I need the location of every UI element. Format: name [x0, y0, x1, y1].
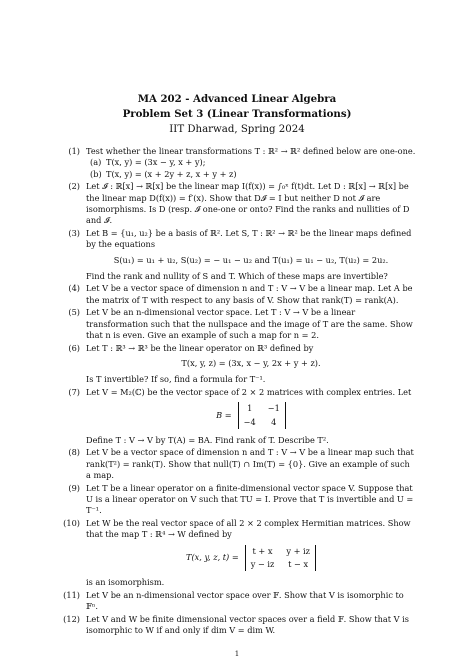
- display-equation: S(u₁) = u₁ + u₂, S(u₂) = − u₁ − u₂ and T(u₁) = u₁ − u₂, T(u₂) = 2u₂.: [113, 254, 389, 265]
- matrix: [238, 402, 286, 429]
- problem-followup-text: Define T : V → V by T(A) = BA. Find rank of T. Describe T².: [86, 434, 329, 445]
- problem-text: Let W be the real vector space of all 2 × 2 complex Hermitian matrices. Show that the map T : ℝ⁴ → W defined by: [86, 517, 411, 540]
- problem-number: ( 3 ): [58, 228, 80, 239]
- subproblem-item: [86, 157, 416, 168]
- matrix-equation: [86, 402, 416, 429]
- matrix-entry: 1: [247, 403, 253, 414]
- matrix-entry: 4: [271, 416, 277, 427]
- problem-item: [58, 146, 416, 180]
- matrix-entry: t + x: [252, 545, 273, 556]
- problem-followup-text: Find the rank and nullity of S and T. Which of these maps are invertible?: [86, 271, 388, 282]
- matrix-entry: −1: [267, 403, 280, 414]
- matrix-entry: −4: [243, 416, 256, 427]
- problem-item: [58, 307, 416, 341]
- problem-set-title: Problem Set 3 (Linear Transformations): [122, 108, 352, 120]
- institution-line: IIT Dharwad, Spring 2024: [169, 124, 305, 135]
- problem-text: Test whether the linear transformations T : ℝ² → ℝ² defined below are one-one.: [86, 146, 416, 156]
- problem-number: ( 2 ): [58, 181, 80, 192]
- problem-number: ( 4 ): [58, 283, 80, 294]
- problem-followup-text: Is T invertible? If so, find a formula for T⁻¹.: [86, 374, 266, 385]
- problem-text: Let V be an n-dimensional vector space over 𝔽. Show that V is isomorphic to 𝔽ⁿ.: [86, 589, 404, 612]
- subproblem-label: ( a ): [90, 157, 101, 168]
- problem-item: [58, 483, 416, 517]
- problem-item: [58, 518, 416, 589]
- problem-item: [58, 447, 416, 481]
- matrix-label: B =: [216, 409, 232, 420]
- problem-item: [58, 614, 416, 637]
- problem-followup-text: is an isomorphism.: [86, 577, 165, 588]
- problem-number: ( 7 ): [58, 387, 80, 398]
- problem-text: Let T : ℝ³ → ℝ³ be the linear operator on ℝ³ defined by: [86, 342, 314, 353]
- subproblem-text: T(x, y) = (x + 2y + z, x + y + z): [106, 168, 237, 179]
- matrix-label: T(x, y, z, t) =: [186, 552, 239, 563]
- display-equation: T(x, y, z) = (3x, x − y, 2x + y + z).: [181, 357, 321, 368]
- problem-item: [58, 181, 416, 227]
- matrix-equation: [86, 545, 416, 572]
- document-header: [58, 92, 416, 137]
- subproblem-item: [86, 169, 416, 180]
- problem-item: [58, 590, 416, 613]
- problem-text: Let V and W be finite dimensional vector spaces over a field 𝔽. Show that V is isomorphic to W if and only if dim V = dim W.: [86, 613, 409, 636]
- problem-number: ( 8 ): [58, 447, 80, 458]
- problem-text: Let V be an n-dimensional vector space. Let T : V → V be a linear transformation such that the nullspace and the image of T are the same. Show that n is even. Give an example of such a map for n = 2.: [86, 307, 413, 341]
- course-title: MA 202 - Advanced Linear Algebra: [137, 93, 337, 105]
- problem-item: [58, 343, 416, 386]
- problem-text: Let V be a vector space of dimension n and T : V → V be a linear map. Let A be the matrix of T with respect to any basis of V. Show that rank(T) = rank(A).: [86, 283, 413, 305]
- problem-item: [58, 283, 416, 306]
- problem-number: ( 12 ): [58, 614, 80, 625]
- matrix-entry: t − x: [288, 559, 309, 569]
- problem-text: Let 𝓘 : ℝ[x] → ℝ[x] be the linear map I(f(x)) = ∫₀ˣ f(t)dt. Let D : ℝ[x] → ℝ[x] be the linear map D(f(x)) = f′(x). Show that D𝓘 = I but neither D not 𝓘 are isomorphisms. Is D (resp. 𝓘 one-one or onto? Find the ranks and nullities of D and 𝓘.: [86, 181, 410, 226]
- problem-text: Let B = {u₁, u₂} be a basis of ℝ². Let S, T : ℝ² → ℝ² be the linear maps defined by the equations: [86, 227, 412, 250]
- matrix-entry: y − iz: [250, 559, 275, 569]
- matrix: [245, 545, 316, 572]
- matrix-entry: y + iz: [286, 545, 310, 556]
- problem-number: ( 10 ): [58, 518, 80, 529]
- problem-item: [58, 228, 416, 283]
- subproblem-text: T(x, y) = (3x − y, x + y);: [106, 157, 206, 168]
- problem-item: [58, 387, 416, 447]
- problem-text: Let V = M₂(ℂ) be the vector space of 2 × 2 matrices with complex entries. Let: [86, 386, 412, 397]
- problem-number: ( 1 ): [58, 146, 80, 157]
- problem-number: ( 6 ): [58, 343, 80, 354]
- problem-text: Let V be a vector space of dimension n and T : V → V be a linear map such that rank(T²) = rank(T). Show that null(T) ∩ Im(T) = {0}. Give an example of such a map.: [86, 447, 414, 481]
- problem-number: ( 11 ): [58, 590, 80, 601]
- page-number: 1: [234, 650, 240, 658]
- problem-text: Let T be a linear operator on a finite-dimensional vector space V. Suppose that U is a linear operator on V such that TU = I. Prove that T is invertible and U = T⁻¹.: [86, 482, 414, 516]
- problem-list: [58, 146, 416, 636]
- problem-number: ( 5 ): [58, 307, 80, 318]
- subproblem-label: ( b ): [90, 169, 102, 180]
- problem-number: ( 9 ): [58, 483, 80, 494]
